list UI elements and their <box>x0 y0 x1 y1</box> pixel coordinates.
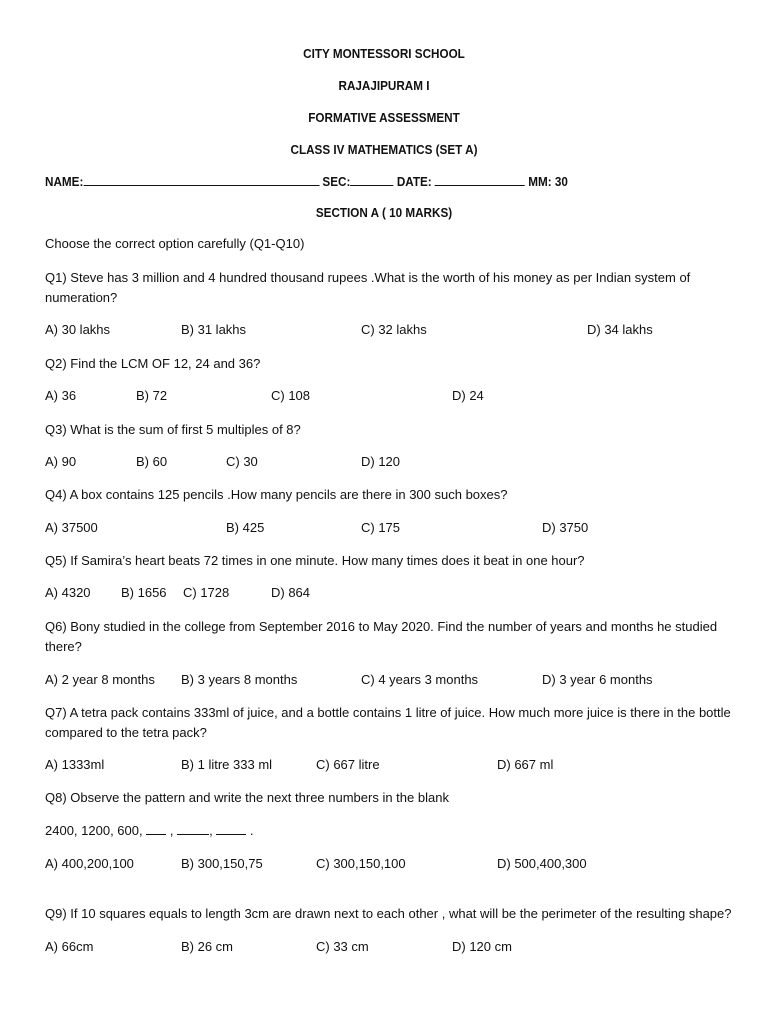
q6-option-a[interactable]: A) 2 year 8 months <box>45 672 155 687</box>
q1-option-d[interactable]: D) 34 lakhs <box>587 322 653 337</box>
date-label: DATE: <box>396 174 432 189</box>
q8-option-a[interactable]: A) 400,200,100 <box>45 856 134 871</box>
q8-pattern: 2400, 1200, 600, , , . <box>45 823 254 838</box>
q8-option-d[interactable]: D) 500,400,300 <box>497 856 587 871</box>
q1-option-b[interactable]: B) 31 lakhs <box>181 322 247 337</box>
q9-option-c[interactable]: C) 33 cm <box>316 939 369 954</box>
q2-option-a[interactable]: A) 36 <box>45 388 77 403</box>
instruction: Choose the correct option carefully (Q1-Q10) <box>45 236 305 251</box>
name-blank[interactable] <box>83 173 319 186</box>
question-3: Q3) What is the sum of first 5 multiples of 8? <box>45 422 301 437</box>
q6-option-d[interactable]: D) 3 year 6 months <box>542 672 653 687</box>
q2-option-c[interactable]: C) 108 <box>271 388 311 403</box>
q3-option-b[interactable]: B) 60 <box>136 454 168 469</box>
q1-option-a[interactable]: A) 30 lakhs <box>45 322 111 337</box>
question-2: Q2) Find the LCM OF 12, 24 and 36? <box>45 356 261 371</box>
q5-option-a[interactable]: A) 4320 <box>45 585 91 600</box>
q8-option-b[interactable]: B) 300,150,75 <box>181 856 263 871</box>
section-title: SECTION A ( 10 MARKS) <box>315 205 453 220</box>
q4-option-b[interactable]: B) 425 <box>226 520 265 535</box>
info-line <box>45 172 568 192</box>
q3-option-d[interactable]: D) 120 <box>361 454 401 469</box>
q8-option-c[interactable]: C) 300,150,100 <box>316 856 406 871</box>
name-label: NAME: <box>45 174 84 189</box>
q5-option-c[interactable]: C) 1728 <box>183 585 230 600</box>
question-4: Q4) A box contains 125 pencils .How many pencils are there in 300 such boxes? <box>45 487 508 502</box>
branch-name: RAJAJIPURAM I <box>338 78 430 93</box>
q4-option-d[interactable]: D) 3750 <box>542 520 589 535</box>
date-blank[interactable] <box>435 173 525 186</box>
q9-option-b[interactable]: B) 26 cm <box>181 939 234 954</box>
class-subject: CLASS IV MATHEMATICS (SET A) <box>290 142 478 157</box>
assessment-title: FORMATIVE ASSESSMENT <box>308 110 460 125</box>
q3-option-a[interactable]: A) 90 <box>45 454 77 469</box>
question-1: Q1) Steve has 3 million and 4 hundred thousand rupees .What is the worth of his money as per Indian system of numeration? <box>45 270 691 305</box>
q8-blank-3[interactable] <box>216 822 246 835</box>
q4-option-c[interactable]: C) 175 <box>361 520 401 535</box>
question-6: Q6) Bony studied in the college from September 2016 to May 2020. Find the number of years and months he studied there? <box>45 619 718 654</box>
q6-option-b[interactable]: B) 3 years 8 months <box>181 672 298 687</box>
sec-label: SEC: <box>322 174 351 189</box>
q8-blank-1[interactable] <box>146 822 166 835</box>
q1-option-c[interactable]: C) 32 lakhs <box>361 322 427 337</box>
q6-option-c[interactable]: C) 4 years 3 months <box>361 672 479 687</box>
question-7: Q7) A tetra pack contains 333ml of juice, and a bottle contains 1 litre of juice. How much more juice is there in the bottle compared to the tetra pack? <box>45 705 731 740</box>
school-name: CITY MONTESSORI SCHOOL <box>303 46 465 61</box>
q3-option-c[interactable]: C) 30 <box>226 454 258 469</box>
q8-pattern-numbers: 2400, 1200, 600, <box>45 823 143 838</box>
max-marks: MM: 30 <box>528 174 568 189</box>
q9-option-d[interactable]: D) 120 cm <box>452 939 512 954</box>
q8-blank-2[interactable] <box>177 822 209 835</box>
question-8: Q8) Observe the pattern and write the next three numbers in the blank <box>45 790 449 805</box>
q7-option-a[interactable]: A) 1333ml <box>45 757 105 772</box>
sec-blank[interactable] <box>350 173 393 186</box>
q5-option-b[interactable]: B) 1656 <box>121 585 167 600</box>
q9-option-a[interactable]: A) 66cm <box>45 939 94 954</box>
q7-option-d[interactable]: D) 667 ml <box>497 757 554 772</box>
q2-option-d[interactable]: D) 24 <box>452 388 484 403</box>
q4-option-a[interactable]: A) 37500 <box>45 520 98 535</box>
q7-option-c[interactable]: C) 667 litre <box>316 757 380 772</box>
q2-option-b[interactable]: B) 72 <box>136 388 168 403</box>
question-9: Q9) If 10 squares equals to length 3cm are drawn next to each other , what will be the perimeter of the resulting shape? <box>45 906 732 921</box>
question-5: Q5) If Samira’s heart beats 72 times in one minute. How many times does it beat in one hour? <box>45 553 585 568</box>
q7-option-b[interactable]: B) 1 litre 333 ml <box>181 757 273 772</box>
q5-option-d[interactable]: D) 864 <box>271 585 311 600</box>
